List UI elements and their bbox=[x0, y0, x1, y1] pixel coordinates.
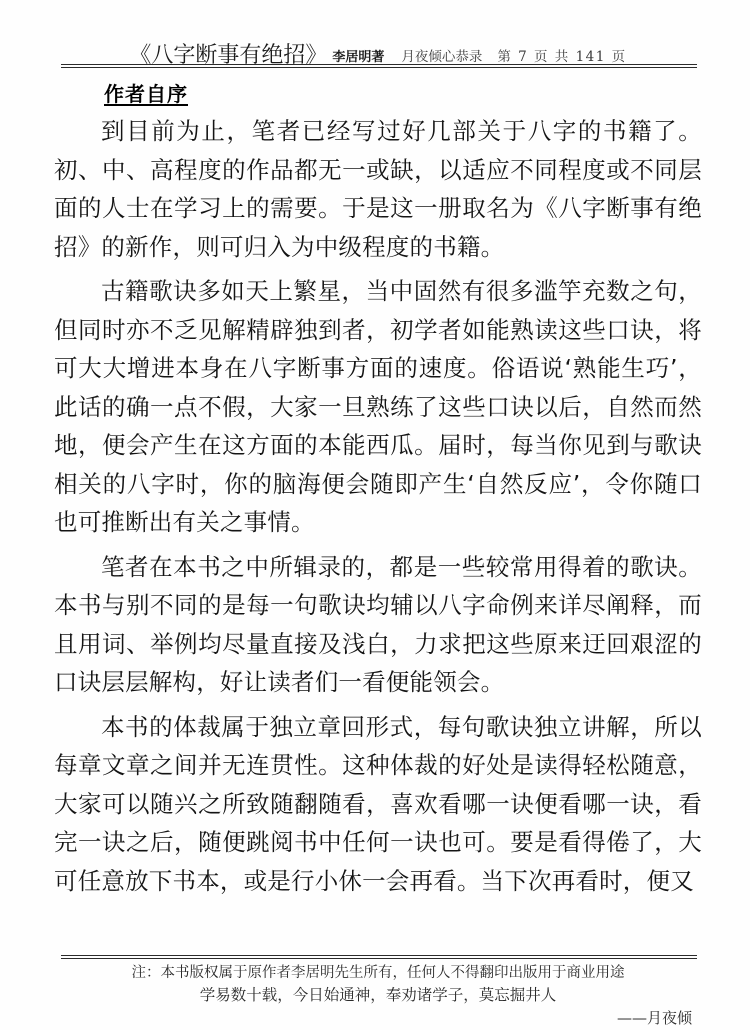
page-footer bbox=[54, 963, 702, 1029]
footer-divider bbox=[61, 955, 697, 959]
paragraph: 到目前为止，笔者已经写过好几部关于八字的书籍了。初、中、高程度的作品都无一或缺，以适应不同程度或不同层面的人士在学习上的需要。于是这一册取名为《八字断事有绝招》的新作，则可归入为中级程度的书籍。 bbox=[54, 117, 702, 261]
page-title: 作者自序 bbox=[104, 82, 188, 106]
page-header bbox=[62, 38, 694, 68]
header-book-title: 《八字断事有绝招》 bbox=[129, 43, 328, 68]
paragraph: 本书的体裁属于独立章回形式，每句歌诀独立讲解，所以每章文章之间并无连贯性。这种体裁的好处是读得轻松随意，大家可以随兴之所致随翻随看，喜欢看哪一诀便看哪一诀，看完一诀之后，随便跳阅书中任何一诀也可。要是看得倦了，大可任意放下书本，或是行小休一会再看。当下次再看时，便又 bbox=[54, 712, 702, 895]
header-recorder: 月夜倾心恭录 bbox=[401, 49, 483, 65]
footer-verse: 学易数十载，今日始通神，奉劝诸学子，莫忘掘井人 bbox=[199, 986, 557, 1004]
header-divider bbox=[61, 64, 697, 68]
header-author: 李居明著 bbox=[332, 50, 385, 65]
header-page-info: 第 7 页 共 141 页 bbox=[497, 49, 627, 65]
footer-copyright-note: 注：本书版权属于原作者李居明先生所有，任何人不得翻印出版用于商业用途 bbox=[131, 965, 625, 981]
paragraph: 笔者在本书之中所辑录的，都是一些较常用得着的歌诀。本书与别不同的是每一句歌诀均辅以八字命例来详尽阐释，而且用词、举例均尽量直接及浅白，力求把这些原来迂回艰涩的口诀层层解构，好让读者们一看便能领会。 bbox=[54, 552, 702, 696]
body-content bbox=[54, 112, 702, 900]
footer-signature: ——月夜倾 bbox=[616, 1009, 692, 1027]
paragraph: 古籍歌诀多如天上繁星，当中固然有很多滥竽充数之句，但同时亦不乏见解精辟独到者，初学者如能熟读这些口诀，将可大大增进本身在八字断事方面的速度。俗语说‘熟能生巧’，此话的确一点不假，大家一旦熟练了这些口诀以后，自然而然地，便会产生在这方面的本能西瓜。届时，每当你见到与歌诀相关的八字时，你的脑海便会随即产生‘自然反应’，令你随口也可推断出有关之事情。 bbox=[54, 277, 702, 536]
